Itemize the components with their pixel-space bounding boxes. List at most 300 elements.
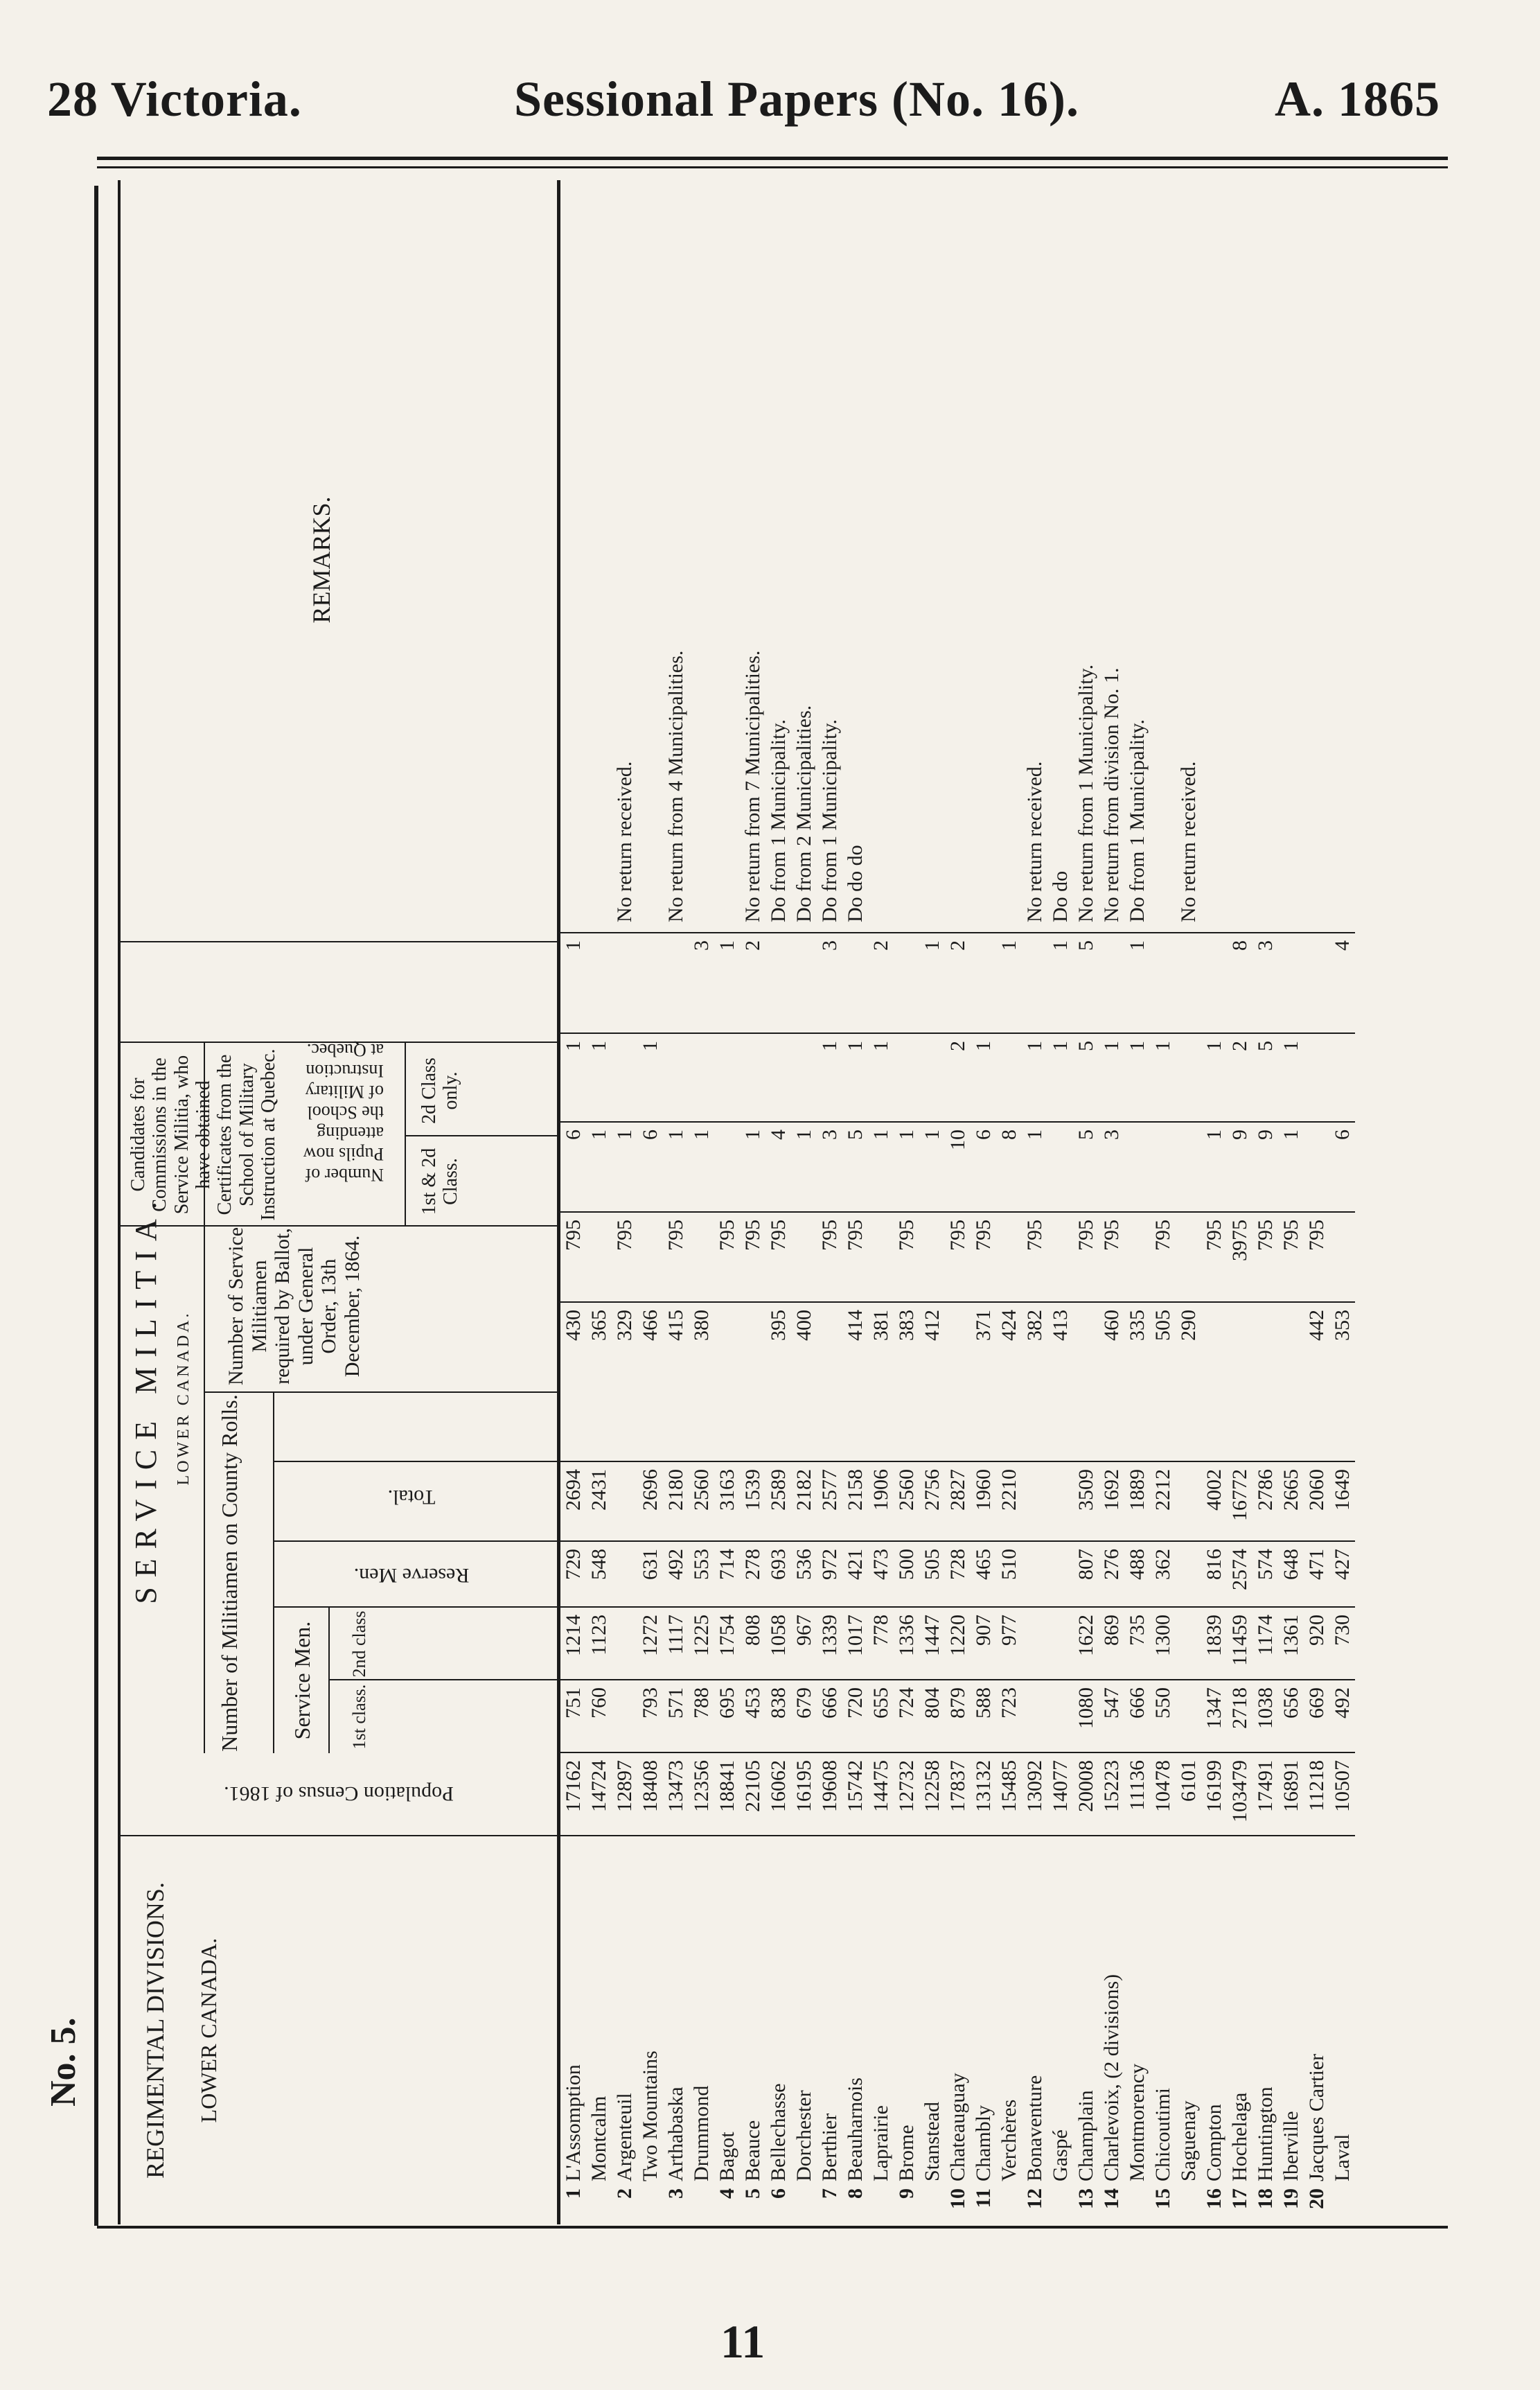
division-name: Iberville bbox=[1280, 2111, 1302, 2181]
cell-rem: Do do bbox=[1047, 171, 1073, 933]
cell-pup bbox=[765, 933, 791, 1034]
cell-c2o: 1 bbox=[586, 1034, 612, 1123]
table-row-division bbox=[1227, 1836, 1253, 2224]
cell-c1: 669 bbox=[1304, 1680, 1329, 1753]
cell-c2: 907 bbox=[971, 1608, 996, 1680]
row-number: 7 bbox=[818, 2188, 841, 2199]
cell-c1: 656 bbox=[1278, 1680, 1304, 1753]
cell-res: 536 bbox=[791, 1542, 817, 1608]
cell-cb: 9 bbox=[1227, 1123, 1253, 1213]
table-row-division bbox=[971, 1836, 996, 2224]
cell-res bbox=[1176, 1542, 1201, 1608]
cell-c2: 1339 bbox=[817, 1608, 842, 1680]
cell-tot: 2665 bbox=[1278, 1462, 1304, 1542]
row-number: 17 bbox=[1228, 2188, 1251, 2209]
cell-pup: 1 bbox=[996, 933, 1022, 1034]
row-number: 15 bbox=[1151, 2188, 1174, 2209]
cell-ballot bbox=[1253, 1303, 1278, 1462]
table-row-division bbox=[1073, 1836, 1099, 2224]
cell-ballot bbox=[1227, 1303, 1253, 1462]
cell-ballot: 430 bbox=[560, 1303, 586, 1462]
cell-tot: 16772 bbox=[1227, 1462, 1253, 1542]
cell-c2: 778 bbox=[868, 1608, 894, 1680]
cell-res: 807 bbox=[1073, 1542, 1099, 1608]
cell-pup bbox=[1150, 933, 1176, 1034]
cell-rem bbox=[894, 171, 919, 933]
cell-pup: 1 bbox=[919, 933, 945, 1034]
table-row-division bbox=[945, 1836, 971, 2224]
remarks-heading: REMARKS. bbox=[308, 496, 335, 624]
cell-c1: 838 bbox=[765, 1680, 791, 1753]
cell-ballot: 395 bbox=[765, 1303, 791, 1462]
cell-res: 500 bbox=[894, 1542, 919, 1608]
cell-cb: 1 bbox=[1201, 1123, 1227, 1213]
bottom-rule bbox=[97, 2226, 1448, 2229]
cell-c1: 453 bbox=[740, 1680, 765, 1753]
cell-div bbox=[1329, 1213, 1355, 1303]
cell-c2o: 1 bbox=[637, 1034, 663, 1123]
division-name: Compton bbox=[1203, 2104, 1225, 2181]
division-name: Brome bbox=[895, 2125, 918, 2181]
cell-c2: 1174 bbox=[1253, 1608, 1278, 1680]
cell-rem bbox=[1304, 171, 1329, 933]
cell-cb: 1 bbox=[740, 1123, 765, 1213]
cell-pup bbox=[791, 933, 817, 1034]
cell-c2: 1214 bbox=[560, 1608, 586, 1680]
cell-tot bbox=[1047, 1462, 1073, 1542]
cell-div: 795 bbox=[817, 1213, 842, 1303]
cell-div: 795 bbox=[945, 1213, 971, 1303]
cell-c1: 788 bbox=[689, 1680, 714, 1753]
candidates-heading: Candidates for Commissions in the Service Militia, who have obtained Certificates from the School of Military Instruction at Quebec. bbox=[127, 1048, 280, 1221]
cell-div: 795 bbox=[894, 1213, 919, 1303]
table-row-division bbox=[1176, 1836, 1201, 2224]
row-number: 5 bbox=[741, 2188, 764, 2199]
cell-c2o: 1 bbox=[560, 1034, 586, 1123]
header-right: A. 1865 bbox=[1275, 71, 1440, 127]
row-number: 11 bbox=[972, 2188, 995, 2208]
cell-res: 2574 bbox=[1227, 1542, 1253, 1608]
cell-c1: 588 bbox=[971, 1680, 996, 1753]
table-row-division bbox=[637, 1836, 663, 2224]
cell-cb: 6 bbox=[971, 1123, 996, 1213]
cell-rem: No return received. bbox=[612, 171, 637, 933]
page-number: 11 bbox=[720, 2315, 765, 2368]
cell-div bbox=[996, 1213, 1022, 1303]
cell-div: 795 bbox=[1304, 1213, 1329, 1303]
cell-rem: No return from division No. 1. bbox=[1099, 171, 1124, 933]
division-name: L'Assomption bbox=[562, 2064, 585, 2181]
second-class-heading: 2nd class bbox=[349, 1610, 369, 1678]
cell-pop: 17162 bbox=[560, 1753, 586, 1836]
cell-pup bbox=[1099, 933, 1124, 1034]
cell-rem: Do do do bbox=[842, 171, 868, 933]
table-row-division bbox=[612, 1836, 637, 2224]
table-row-division bbox=[1329, 1836, 1355, 2224]
table-row-division bbox=[663, 1836, 689, 2224]
cell-res: 648 bbox=[1278, 1542, 1304, 1608]
cell-rem bbox=[868, 171, 894, 933]
cell-div bbox=[919, 1213, 945, 1303]
cell-pop: 11218 bbox=[1304, 1753, 1329, 1836]
cell-c2: 1220 bbox=[945, 1608, 971, 1680]
cell-c1: 1080 bbox=[1073, 1680, 1099, 1753]
cell-div: 795 bbox=[1278, 1213, 1304, 1303]
cell-c2: 1754 bbox=[714, 1608, 740, 1680]
cell-tot: 1649 bbox=[1329, 1462, 1355, 1542]
cell-pop: 13473 bbox=[663, 1753, 689, 1836]
cell-c1: 679 bbox=[791, 1680, 817, 1753]
cell-ballot: 382 bbox=[1022, 1303, 1047, 1462]
cell-c2o: 2 bbox=[1227, 1034, 1253, 1123]
cell-tot: 1960 bbox=[971, 1462, 996, 1542]
table-row-division bbox=[1022, 1836, 1047, 2224]
cell-pop: 14077 bbox=[1047, 1753, 1073, 1836]
cell-c2: 967 bbox=[791, 1608, 817, 1680]
cell-c2o: 1 bbox=[1150, 1034, 1176, 1123]
table-row-division bbox=[765, 1836, 791, 2224]
cell-c2o: 5 bbox=[1253, 1034, 1278, 1123]
cell-c1: 1038 bbox=[1253, 1680, 1278, 1753]
cell-pup: 8 bbox=[1227, 933, 1253, 1034]
cell-c2o: 5 bbox=[1073, 1034, 1099, 1123]
cell-tot: 1906 bbox=[868, 1462, 894, 1542]
cell-rem: Do from 1 Municipality. bbox=[1124, 171, 1150, 933]
cell-c2o: 1 bbox=[971, 1034, 996, 1123]
cell-pop: 22105 bbox=[740, 1753, 765, 1836]
row-number: 20 bbox=[1305, 2188, 1328, 2209]
cell-pop: 13092 bbox=[1022, 1753, 1047, 1836]
cell-div bbox=[1124, 1213, 1150, 1303]
division-name: Laprairie bbox=[869, 2105, 892, 2181]
cell-c2: 1123 bbox=[586, 1608, 612, 1680]
division-name: Champlain bbox=[1074, 2090, 1097, 2181]
cell-div: 795 bbox=[842, 1213, 868, 1303]
cell-c1: 666 bbox=[1124, 1680, 1150, 1753]
cell-cb: 9 bbox=[1253, 1123, 1278, 1213]
cell-c1: 1347 bbox=[1201, 1680, 1227, 1753]
table-row-division bbox=[1253, 1836, 1278, 2224]
cell-ballot: 412 bbox=[919, 1303, 945, 1462]
cell-pop: 14475 bbox=[868, 1753, 894, 1836]
cell-tot: 1889 bbox=[1124, 1462, 1150, 1542]
cell-div: 795 bbox=[560, 1213, 586, 1303]
cell-res: 574 bbox=[1253, 1542, 1278, 1608]
cell-tot bbox=[1022, 1462, 1047, 1542]
cell-rem bbox=[1201, 171, 1227, 933]
cell-div: 795 bbox=[612, 1213, 637, 1303]
cell-c2o bbox=[1304, 1034, 1329, 1123]
cell-ballot bbox=[1073, 1303, 1099, 1462]
cell-c2o bbox=[1329, 1034, 1355, 1123]
division-name: Bellechasse bbox=[767, 2083, 790, 2181]
first-class-heading: 1st class. bbox=[349, 1684, 369, 1750]
cell-rem: Do from 1 Municipality. bbox=[817, 171, 842, 933]
cell-cb bbox=[1124, 1123, 1150, 1213]
cell-pop: 16195 bbox=[791, 1753, 817, 1836]
cell-c1: 550 bbox=[1150, 1680, 1176, 1753]
cell-pup: 4 bbox=[1329, 933, 1355, 1034]
cell-c2o bbox=[1176, 1034, 1201, 1123]
row-number: 13 bbox=[1074, 2188, 1097, 2209]
cell-c2 bbox=[612, 1608, 637, 1680]
cell-tot: 1539 bbox=[740, 1462, 765, 1542]
division-name: Chambly bbox=[972, 2105, 995, 2181]
cell-c1: 751 bbox=[560, 1680, 586, 1753]
cell-pop: 15223 bbox=[1099, 1753, 1124, 1836]
division-name: Stanstead bbox=[921, 2102, 944, 2181]
cell-c1 bbox=[1047, 1680, 1073, 1753]
cell-pop: 12897 bbox=[612, 1753, 637, 1836]
cell-pop: 13132 bbox=[971, 1753, 996, 1836]
cell-rem: No return from 7 Municipalities. bbox=[740, 171, 765, 933]
division-name: Two Mountains bbox=[639, 2050, 662, 2181]
cell-div bbox=[637, 1213, 663, 1303]
cell-ballot: 424 bbox=[996, 1303, 1022, 1462]
cell-ballot: 380 bbox=[689, 1303, 714, 1462]
cell-cb: 3 bbox=[1099, 1123, 1124, 1213]
cell-c2o: 2 bbox=[945, 1034, 971, 1123]
cell-ballot: 415 bbox=[663, 1303, 689, 1462]
cell-tot bbox=[1176, 1462, 1201, 1542]
cell-res: 488 bbox=[1124, 1542, 1150, 1608]
division-name: Verchères bbox=[998, 2099, 1020, 2181]
cell-rem bbox=[996, 171, 1022, 933]
outer-left-rule bbox=[94, 186, 98, 2226]
cell-c2o: 1 bbox=[868, 1034, 894, 1123]
cell-res: 492 bbox=[663, 1542, 689, 1608]
cell-ballot: 505 bbox=[1150, 1303, 1176, 1462]
cell-cb: 6 bbox=[637, 1123, 663, 1213]
cell-pup: 1 bbox=[1047, 933, 1073, 1034]
cell-c1: 723 bbox=[996, 1680, 1022, 1753]
division-name: Gaspé bbox=[1049, 2129, 1072, 2181]
cell-c2o bbox=[919, 1034, 945, 1123]
cell-cb bbox=[1176, 1123, 1201, 1213]
cell-pop: 12356 bbox=[689, 1753, 714, 1836]
cell-cb: 1 bbox=[1278, 1123, 1304, 1213]
cell-c2o bbox=[740, 1034, 765, 1123]
cell-ballot: 442 bbox=[1304, 1303, 1329, 1462]
cell-c2: 1117 bbox=[663, 1608, 689, 1680]
cell-c2: 1622 bbox=[1073, 1608, 1099, 1680]
cell-tot: 2060 bbox=[1304, 1462, 1329, 1542]
cell-cb: 1 bbox=[791, 1123, 817, 1213]
table-row-division bbox=[1304, 1836, 1329, 2224]
cell-ballot: 466 bbox=[637, 1303, 663, 1462]
cell-tot: 2756 bbox=[919, 1462, 945, 1542]
cell-pup bbox=[637, 933, 663, 1034]
cell-rem bbox=[1227, 171, 1253, 933]
top-rule-1 bbox=[97, 157, 1448, 160]
cell-div: 795 bbox=[1201, 1213, 1227, 1303]
cell-cb: 6 bbox=[1329, 1123, 1355, 1213]
cell-c2: 1839 bbox=[1201, 1608, 1227, 1680]
cell-div: 795 bbox=[1022, 1213, 1047, 1303]
cell-pup: 3 bbox=[1253, 933, 1278, 1034]
cell-tot: 2694 bbox=[560, 1462, 586, 1542]
table-row-division bbox=[1124, 1836, 1150, 2224]
cell-rem: No return received. bbox=[1022, 171, 1047, 933]
cell-res: 510 bbox=[996, 1542, 1022, 1608]
row-number: 3 bbox=[664, 2188, 687, 2199]
cell-cb: 1 bbox=[612, 1123, 637, 1213]
service-militia-title: SERVICE MILITIA. bbox=[129, 1192, 163, 1604]
cell-c2o: 1 bbox=[817, 1034, 842, 1123]
cell-pup bbox=[1022, 933, 1047, 1034]
cell-rem bbox=[1329, 171, 1355, 933]
cell-res: 553 bbox=[689, 1542, 714, 1608]
table-row-division bbox=[1099, 1836, 1124, 2224]
row-number: 18 bbox=[1254, 2188, 1277, 2209]
division-name: Bonaventure bbox=[1023, 2075, 1046, 2181]
cell-res: 471 bbox=[1304, 1542, 1329, 1608]
cell-c1: 571 bbox=[663, 1680, 689, 1753]
cell-pop: 17491 bbox=[1253, 1753, 1278, 1836]
table-row-division bbox=[740, 1836, 765, 2224]
cell-rem bbox=[586, 171, 612, 933]
row-number: 1 bbox=[562, 2188, 585, 2199]
cell-res: 427 bbox=[1329, 1542, 1355, 1608]
cell-res: 278 bbox=[740, 1542, 765, 1608]
cell-pop: 15485 bbox=[996, 1753, 1022, 1836]
cell-tot: 3509 bbox=[1073, 1462, 1099, 1542]
division-name: Montcalm bbox=[587, 2095, 610, 2181]
division-name: Jacques Cartier bbox=[1305, 2053, 1328, 2181]
cell-tot: 3163 bbox=[714, 1462, 740, 1542]
cell-c2: 920 bbox=[1304, 1608, 1329, 1680]
cell-c1 bbox=[1022, 1680, 1047, 1753]
cell-div: 795 bbox=[663, 1213, 689, 1303]
cell-div: 795 bbox=[740, 1213, 765, 1303]
cell-tot: 2180 bbox=[663, 1462, 689, 1542]
cell-div: 795 bbox=[1099, 1213, 1124, 1303]
service-men-heading: Service Men. bbox=[290, 1621, 315, 1740]
table-row-division bbox=[894, 1836, 919, 2224]
cell-ballot: 381 bbox=[868, 1303, 894, 1462]
cell-c2o: 1 bbox=[842, 1034, 868, 1123]
cell-rem bbox=[919, 171, 945, 933]
table-row-division bbox=[1201, 1836, 1227, 2224]
division-name: Huntington bbox=[1254, 2086, 1277, 2181]
cell-rem bbox=[637, 171, 663, 933]
division-name: Charlevoix, (2 divisions) bbox=[1100, 1974, 1123, 2181]
division-name: Beauce bbox=[741, 2120, 764, 2181]
cell-c2: 1447 bbox=[919, 1608, 945, 1680]
cell-div bbox=[689, 1213, 714, 1303]
cell-pop: 10478 bbox=[1150, 1753, 1176, 1836]
cell-cb: 10 bbox=[945, 1123, 971, 1213]
cell-res bbox=[612, 1542, 637, 1608]
cell-rem bbox=[1278, 171, 1304, 933]
cell-pup bbox=[1176, 933, 1201, 1034]
cell-pop: 11136 bbox=[1124, 1753, 1150, 1836]
cell-cb: 5 bbox=[842, 1123, 868, 1213]
cell-ballot: 365 bbox=[586, 1303, 612, 1462]
table-row-division bbox=[996, 1836, 1022, 2224]
cell-pup: 3 bbox=[689, 933, 714, 1034]
cell-c2o: 1 bbox=[1099, 1034, 1124, 1123]
cell-div: 795 bbox=[765, 1213, 791, 1303]
cell-res: 465 bbox=[971, 1542, 996, 1608]
cell-c2: 735 bbox=[1124, 1608, 1150, 1680]
cell-pup: 2 bbox=[868, 933, 894, 1034]
cell-pop: 19608 bbox=[817, 1753, 842, 1836]
cell-pop: 20008 bbox=[1073, 1753, 1099, 1836]
lower-canada-subtitle: LOWER CANADA. bbox=[175, 1310, 193, 1486]
service-militia-table bbox=[118, 180, 1420, 2224]
cell-c2o bbox=[689, 1034, 714, 1123]
table-row-division bbox=[1278, 1836, 1304, 2224]
cell-c2: 1058 bbox=[765, 1608, 791, 1680]
cell-pup bbox=[586, 933, 612, 1034]
cell-div bbox=[1176, 1213, 1201, 1303]
cell-div bbox=[791, 1213, 817, 1303]
cell-cb: 1 bbox=[868, 1123, 894, 1213]
row-number: 9 bbox=[895, 2188, 918, 2199]
cell-c1: 547 bbox=[1099, 1680, 1124, 1753]
cell-rem bbox=[1253, 171, 1278, 933]
table-header bbox=[118, 180, 560, 2224]
cell-ballot bbox=[740, 1303, 765, 1462]
cell-cb: 1 bbox=[894, 1123, 919, 1213]
cell-div: 795 bbox=[971, 1213, 996, 1303]
table-body bbox=[560, 180, 1355, 2224]
row-number: 2 bbox=[613, 2188, 636, 2199]
row-number: 4 bbox=[716, 2188, 738, 2199]
cell-c1: 879 bbox=[945, 1680, 971, 1753]
cell-rem bbox=[971, 171, 996, 933]
cell-c1: 804 bbox=[919, 1680, 945, 1753]
population-heading: Population Census of 1861. bbox=[224, 1782, 454, 1805]
header-left: 28 Victoria. bbox=[47, 71, 302, 127]
division-name: Montmorency bbox=[1126, 2064, 1149, 2181]
cell-div: 795 bbox=[714, 1213, 740, 1303]
cell-c2: 869 bbox=[1099, 1608, 1124, 1680]
cell-res: 728 bbox=[945, 1542, 971, 1608]
cell-pop: 16891 bbox=[1278, 1753, 1304, 1836]
cell-pop: 16199 bbox=[1201, 1753, 1227, 1836]
cell-res: 693 bbox=[765, 1542, 791, 1608]
cell-c2o: 1 bbox=[1124, 1034, 1150, 1123]
cell-res: 362 bbox=[1150, 1542, 1176, 1608]
table-number: No. 5. bbox=[44, 2017, 83, 2107]
table-row-division bbox=[817, 1836, 842, 2224]
cell-tot bbox=[612, 1462, 637, 1542]
cell-tot: 2577 bbox=[817, 1462, 842, 1542]
cell-ballot: 353 bbox=[1329, 1303, 1355, 1462]
division-name: Saguenay bbox=[1177, 2100, 1200, 2181]
cell-rem bbox=[1150, 171, 1176, 933]
cell-pop: 15742 bbox=[842, 1753, 868, 1836]
cell-c1: 2718 bbox=[1227, 1680, 1253, 1753]
cell-rem bbox=[689, 171, 714, 933]
cell-div bbox=[586, 1213, 612, 1303]
cell-pup: 5 bbox=[1073, 933, 1099, 1034]
cell-c2o: 1 bbox=[1201, 1034, 1227, 1123]
cell-div: 795 bbox=[1073, 1213, 1099, 1303]
cell-ballot: 400 bbox=[791, 1303, 817, 1462]
cell-pup: 1 bbox=[1124, 933, 1150, 1034]
row-number: 19 bbox=[1280, 2188, 1302, 2209]
cell-tot: 2431 bbox=[586, 1462, 612, 1542]
row-number: 10 bbox=[946, 2188, 969, 2209]
cell-c2o bbox=[791, 1034, 817, 1123]
row-number: 8 bbox=[844, 2188, 867, 2199]
cell-ballot: 460 bbox=[1099, 1303, 1124, 1462]
cell-c2o bbox=[612, 1034, 637, 1123]
cell-rem bbox=[714, 171, 740, 933]
